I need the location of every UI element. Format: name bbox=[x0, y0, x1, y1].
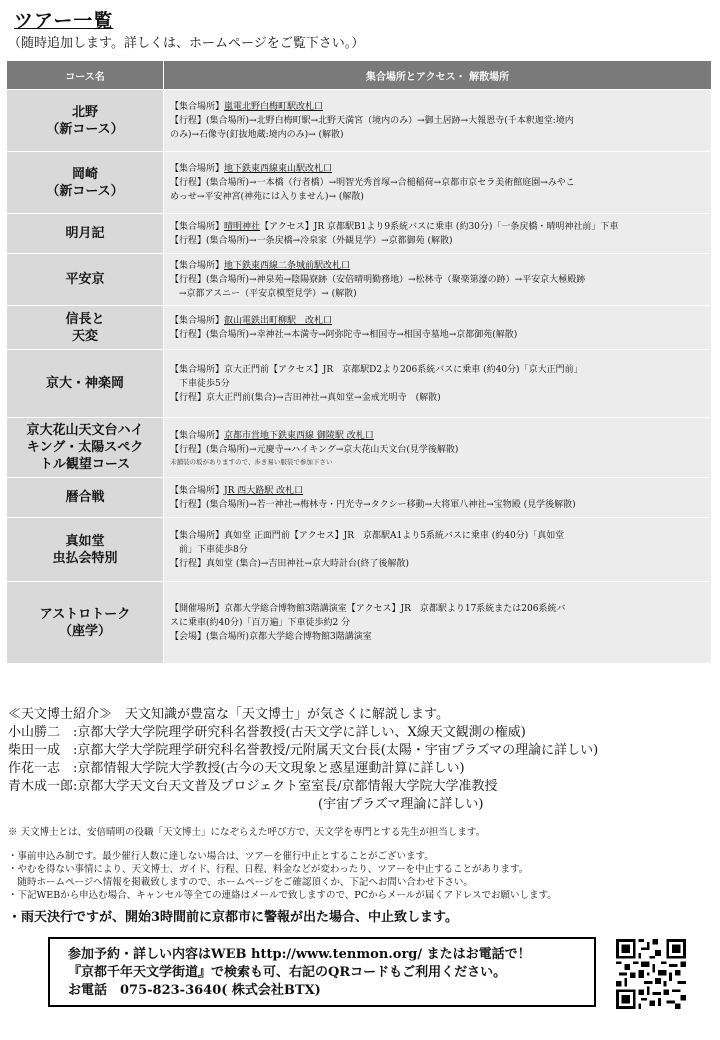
meeting-place: 京都市営地下鉄東西線 御陵駅 改札口 bbox=[224, 430, 374, 441]
detail-line bbox=[170, 443, 705, 457]
detail-text: 【集合場所】 bbox=[170, 430, 225, 441]
detail-text: 【行程】(集合場所)→元慶寺→ハイキング→京大花山天文台(見学後解散) bbox=[170, 444, 459, 455]
course-name: アストロトーク （座学） bbox=[7, 582, 164, 664]
tour-table-body bbox=[7, 90, 712, 664]
course-name: 北野 （新コース） bbox=[7, 90, 164, 152]
meeting-place: JR 西大路駅 改札口 bbox=[224, 485, 304, 496]
detail-text: めっせ→平安神宮(神苑には入りません)→ (解散) bbox=[170, 191, 364, 202]
expert-line: 小山勝二 :京都大学大学院理学研究科名誉教授(古天文学に詳しい、X線天文観測の権威) bbox=[8, 725, 526, 740]
detail-text: 【行程】(集合場所)→一条戻橋→冷泉家（外観見学）→京都御苑 (解散) bbox=[170, 235, 453, 246]
contact-box bbox=[48, 937, 596, 1007]
detail-line bbox=[170, 273, 705, 287]
table-row bbox=[7, 152, 712, 214]
detail-text: 【集合場所】 bbox=[170, 260, 225, 271]
meeting-place: 晴明神社 bbox=[224, 221, 261, 232]
detail-text: 【行程】(集合場所)→北野白梅町駅→北野天満宮（境内のみ）→御土居跡→大報恩寺(千本釈迦堂:境内 bbox=[170, 115, 574, 126]
detail-text: →京都アスニー（平安京模型見学）→ (解散) bbox=[170, 288, 357, 299]
detail-line bbox=[170, 114, 705, 128]
course-details bbox=[164, 90, 712, 152]
meeting-place: 地下鉄東西線二条城前駅改札口 bbox=[224, 260, 351, 271]
detail-text: 【行程】真如堂 (集合)→吉田神社→京大時計台(終了後解散) bbox=[170, 558, 409, 569]
footnote: ※ 天文博士とは、安倍晴明の役職「天文博士」になぞらえた呼び方で、天文学を専門とする先生が担当します。 bbox=[8, 827, 486, 838]
note-item: ・やむを得ない事情により、天文博士、ガイド、行程、日程、料金などが変わったり、ツアーを中止することがあります。 bbox=[8, 864, 529, 875]
detail-line bbox=[170, 557, 705, 571]
contact-line: 参加予約・詳しい内容はWEB http://www.tenmon.org/ またはお電話で！ bbox=[68, 947, 531, 962]
table-row bbox=[7, 582, 712, 664]
course-details bbox=[164, 254, 712, 306]
table-row bbox=[7, 418, 712, 478]
note-item: ・事前申込み制です。最少催行人数に達しない場合は、ツアーを催行中止とすることがございます。 bbox=[8, 851, 434, 862]
course-name: 京大・神楽岡 bbox=[7, 350, 164, 418]
course-name: 岡崎 （新コース） bbox=[7, 152, 164, 214]
detail-line bbox=[170, 429, 705, 443]
course-name: 平安京 bbox=[7, 254, 164, 306]
detail-text: 前」下車徒歩8分 bbox=[170, 544, 248, 555]
table-row bbox=[7, 478, 712, 518]
notes-list bbox=[8, 850, 714, 902]
detail-text: 【集合場所】真如堂 正面門前【アクセス】JR 京都駅A1より5系統バスに乗車 (約40分)「真如堂 bbox=[170, 530, 565, 541]
course-details bbox=[164, 306, 712, 350]
detail-line bbox=[170, 529, 705, 543]
detail-line bbox=[170, 259, 705, 273]
detail-text: 【集合場所】 bbox=[170, 221, 225, 232]
meeting-place: 嵐電北野白梅町駅改札口 bbox=[224, 101, 324, 112]
note-item: 随時ホームページへ情報を掲載致しますので、ホームページをご確認頂くか、下記へお問い合わせ下さい。 bbox=[8, 877, 473, 888]
experts-heading: ≪天文博士紹介≫ 天文知識が豊富な「天文博士」が気さくに解説します。 bbox=[8, 707, 449, 722]
detail-line bbox=[170, 128, 705, 142]
detail-text: 【行程】(集合場所)→一本橋（行者橋）→明智光秀首塚→合槌稲荷→京都市京セラ美術館庭園→みやこ bbox=[170, 177, 575, 188]
detail-text: 【行程】京大正門前(集合)→吉田神社→真如堂→金戒光明寺 (解散) bbox=[170, 392, 441, 403]
detail-line bbox=[170, 363, 705, 377]
detail-line bbox=[170, 100, 705, 114]
table-row bbox=[7, 518, 712, 582]
detail-line bbox=[170, 162, 705, 176]
detail-text: スに乗車(約40分)「百万遍」下車徒歩約2 分 bbox=[170, 617, 351, 628]
course-details bbox=[164, 582, 712, 664]
detail-text: 【開催場所】京都大学総合博物館3階講演室【アクセス】JR 京都駅より17系統または206系統バ bbox=[170, 603, 566, 614]
detail-line bbox=[170, 391, 705, 405]
meeting-place: 叡山電鉄出町柳駅 改札口 bbox=[224, 315, 333, 326]
detail-line bbox=[170, 176, 705, 190]
column-header-access: 集合場所とアクセス・ 解散場所 bbox=[164, 61, 712, 90]
detail-line bbox=[170, 498, 705, 512]
course-details bbox=[164, 214, 712, 254]
contact-phone: お電話 075-823-3640( 株式会社BTX) bbox=[68, 983, 321, 998]
detail-text: 【集合場所】 bbox=[170, 163, 225, 174]
detail-line bbox=[170, 543, 705, 557]
detail-line bbox=[170, 328, 705, 342]
detail-line bbox=[170, 234, 705, 248]
detail-text: 【行程】(集合場所)→神泉苑→陰陽寮跡（安倍晴明勤務地）→松林寺（聚楽第濠の跡）→平安京大極殿跡 bbox=[170, 274, 586, 285]
detail-text: 【集合場所】 bbox=[170, 101, 225, 112]
detail-text: のみ)→石像寺(釘抜地蔵:境内のみ)→ (解散) bbox=[170, 129, 344, 140]
expert-line: 柴田一成 :京都大学大学院理学研究科名誉教授/元附属天文台長(太陽・宇宙プラズマの理論に詳しい) bbox=[8, 743, 599, 758]
column-header-course: コース名 bbox=[7, 61, 164, 90]
detail-line bbox=[170, 287, 705, 301]
expert-line-continued: (宇宙プラズマ理論に詳しい) bbox=[318, 797, 484, 812]
course-name: 信長と 天変 bbox=[7, 306, 164, 350]
detail-text: 【集合場所】 bbox=[170, 485, 225, 496]
course-name: 真如堂 虫払会特別 bbox=[7, 518, 164, 582]
course-details bbox=[164, 418, 712, 478]
table-row bbox=[7, 214, 712, 254]
table-row bbox=[7, 90, 712, 152]
course-name: 暦合戦 bbox=[7, 478, 164, 518]
detail-text: 【集合場所】 bbox=[170, 315, 225, 326]
course-name: 明月記 bbox=[7, 214, 164, 254]
detail-text: 下車徒歩5分 bbox=[170, 378, 230, 389]
page-title: ツアー一覧 bbox=[14, 10, 114, 32]
table-row bbox=[7, 254, 712, 306]
expert-line: 作花一志 :京都情報大学院大学教授(古今の天文現象と惑星運動計算に詳しい) bbox=[8, 761, 465, 776]
detail-line bbox=[170, 616, 705, 630]
course-details bbox=[164, 478, 712, 518]
page-subtitle: （随時追加します。詳しくは、ホームページをご覧下さい。） bbox=[8, 36, 365, 51]
detail-line bbox=[170, 602, 705, 616]
table-row bbox=[7, 306, 712, 350]
detail-line bbox=[170, 314, 705, 328]
contact-line: 『京都千年天文学街道』で検索も可、右記のQRコードもご利用ください。 bbox=[68, 965, 507, 980]
note-item: ・下記WEBから申込む場合、キャンセル等全ての連絡はメールで致しますので、PCからメールが届くアドレスでお願いします。 bbox=[8, 890, 557, 901]
detail-text: 【会場】(集合場所)京都大学総合博物館3階講演室 bbox=[170, 631, 372, 642]
table-header-row bbox=[7, 61, 712, 90]
qr-code-icon[interactable] bbox=[616, 939, 686, 1009]
course-details bbox=[164, 350, 712, 418]
rain-note: ・雨天決行ですが、開始3時間前に京都市に警報が出た場合、中止致します。 bbox=[8, 910, 459, 925]
detail-text: 【集合場所】京大正門前【アクセス】JR 京都駅D2より206系統バスに乗車 (約40分)「京大正門前」 bbox=[170, 364, 583, 375]
course-details bbox=[164, 518, 712, 582]
detail-line bbox=[170, 630, 705, 644]
table-row bbox=[7, 350, 712, 418]
expert-line: 青木成一郎:京都大学天文台天文普及プロジェクト室室長/京都情報大学院大学准教授 bbox=[8, 779, 498, 794]
detail-line bbox=[170, 220, 705, 234]
course-note: 未舗装の坂がありますので、歩き易い服装で参加下さい bbox=[170, 457, 333, 466]
meeting-place: 地下鉄東西線東山駅改札口 bbox=[224, 163, 333, 174]
tour-table bbox=[6, 60, 712, 664]
experts-section bbox=[8, 706, 714, 814]
detail-line bbox=[170, 377, 705, 391]
detail-line bbox=[170, 190, 705, 204]
detail-text: 【行程】(集合場所)→幸神社→本満寺→阿弥陀寺→相国寺→相国寺墓地→京都御苑(解散) bbox=[170, 329, 518, 340]
detail-text: 【アクセス】JR 京都駅B1より9系統バスに乗車 (約30分)「一条戻橋・晴明神社前」下車 bbox=[260, 221, 619, 232]
course-details bbox=[164, 152, 712, 214]
course-name: 京大花山天文台ハイ キング・太陽スペク トル観望コース bbox=[7, 418, 164, 478]
detail-line bbox=[170, 484, 705, 498]
detail-text: 【行程】(集合場所)→若一神社→梅林寺・円光寺→タクシー移動→大将軍八神社→宝物殿 (見学後解散) bbox=[170, 499, 576, 510]
